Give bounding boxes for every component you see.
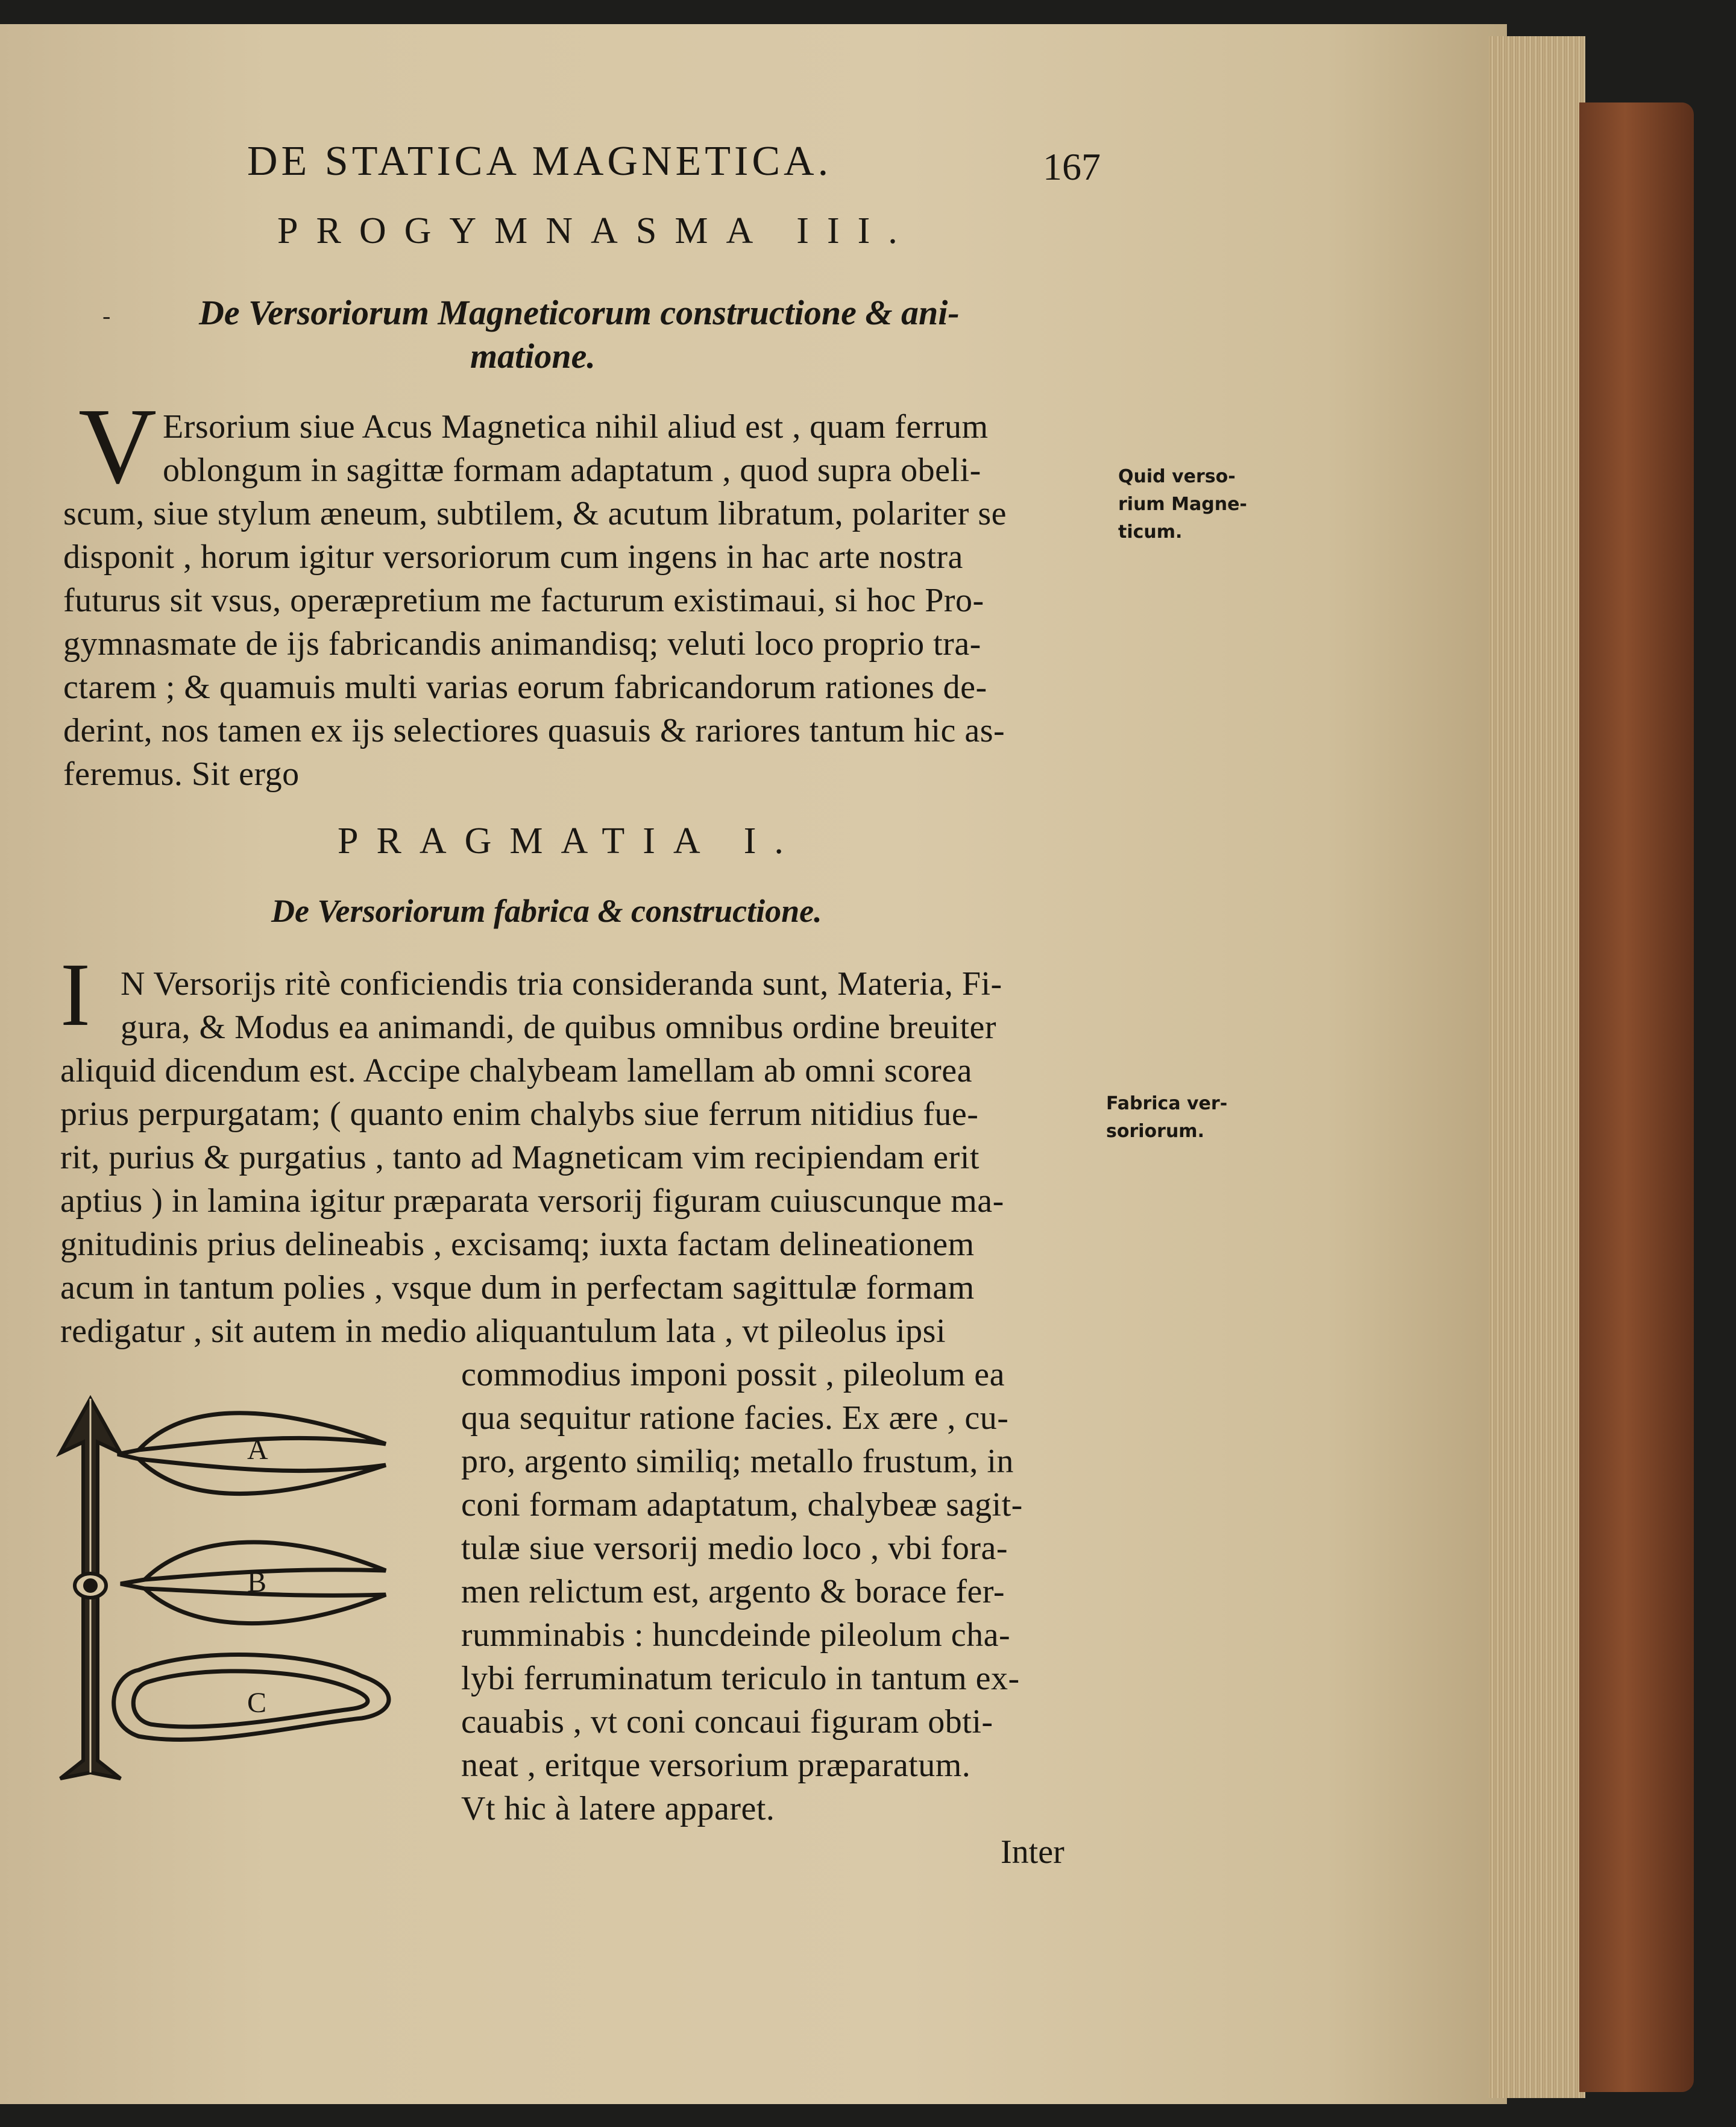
paragraph-line: rit, purius & purgatius , tanto ad Magneticam vim recipiendam erit bbox=[60, 1139, 980, 1176]
paragraph-line: acum in tantum polies , vsque dum in perfectam sagittulæ formam bbox=[60, 1269, 975, 1306]
margin-note-line: soriorum. bbox=[1106, 1121, 1204, 1142]
book-cover bbox=[1579, 102, 1694, 2092]
needle-arrow-figure bbox=[60, 1399, 121, 1779]
paragraph-line: scum, siue stylum æneum, subtilem, & acutum libratum, polariter se bbox=[63, 495, 1007, 532]
paragraph-line: aliquid dicendum est. Accipe chalybeam lamellam ab omni scorea bbox=[60, 1052, 972, 1089]
running-head: DE STATICA MAGNETICA. bbox=[247, 138, 832, 184]
margin-mark: - bbox=[102, 302, 111, 329]
paragraph-line: aptius ) in lamina igitur præparata versorij figuram cuiuscunque ma- bbox=[60, 1182, 1004, 1220]
catchword: Inter bbox=[1001, 1833, 1065, 1871]
paragraph-line: rumminabis : huncdeinde pileolum cha- bbox=[461, 1616, 1011, 1654]
paragraph-line: gymnasmate de ijs fabricandis animandisq; veluti loco proprio tra- bbox=[63, 625, 981, 663]
paragraph-line: derint, nos tamen ex ijs selectiores quasuis & rariores tantum hic as- bbox=[63, 712, 1005, 749]
paragraph-line: men relictum est, argento & borace fer- bbox=[461, 1573, 1005, 1610]
dropcap-i: I bbox=[60, 945, 90, 1045]
paragraph-line: tulæ siue versorij medio loco , vbi fora- bbox=[461, 1530, 1008, 1567]
pragmatia-subtitle: De Versoriorum fabrica & constructione. bbox=[271, 893, 822, 929]
paragraph-line: futurus sit vsus, operæpretium me facturum existimaui, si hoc Pro- bbox=[63, 582, 984, 619]
paragraph-line: lybi ferruminatum tericulo in tantum ex- bbox=[461, 1660, 1020, 1697]
progymnasma-subtitle-1: De Versoriorum Magneticorum constructione & ani- bbox=[199, 293, 960, 332]
paragraph-line: commodius imponi possit , pileolum ea bbox=[461, 1356, 1005, 1393]
margin-note-quid bbox=[1118, 463, 1247, 546]
paragraph-line: qua sequitur ratione facies. Ex ære , cu- bbox=[461, 1399, 1009, 1437]
paragraph-line: neat , eritque versorium præparatum. bbox=[461, 1747, 971, 1784]
margin-note-line: ticum. bbox=[1118, 522, 1183, 543]
margin-note-line: rium Magne- bbox=[1118, 494, 1247, 515]
paragraph-line: cauabis , vt coni concaui figuram obti- bbox=[461, 1703, 993, 1741]
paragraph-line: feremus. Sit ergo bbox=[63, 755, 300, 793]
progymnasma-subtitle-2: matione. bbox=[470, 336, 596, 376]
paragraph-line: Vt hic à latere apparet. bbox=[461, 1790, 775, 1827]
figure-label-a: A bbox=[247, 1434, 268, 1466]
margin-note-fabrica bbox=[1106, 1090, 1227, 1145]
page-fore-edge bbox=[1489, 36, 1585, 2098]
paragraph-line: ctarem ; & quamuis multi varias eorum fabricandorum rationes de- bbox=[63, 669, 987, 706]
versorium-woodcut-figure bbox=[48, 1387, 410, 1797]
figure-label-b: B bbox=[247, 1566, 267, 1598]
paragraph-line: redigatur , sit autem in medio aliquantulum lata , vt pileolus ipsi bbox=[60, 1312, 946, 1350]
paragraph-line: coni formam adaptatum, chalybeæ sagit- bbox=[461, 1486, 1023, 1524]
pragmatia-title: PRAGMATIA I. bbox=[338, 821, 802, 862]
paragraph-line: gura, & Modus ea animandi, de quibus omnibus ordine breuiter bbox=[121, 1009, 997, 1046]
dropcap-v: V bbox=[78, 386, 157, 506]
page-number: 167 bbox=[1043, 145, 1101, 188]
figure-label-c: C bbox=[247, 1687, 267, 1719]
paragraph-line: gnitudinis prius delineabis , excisamq; iuxta factam delineationem bbox=[60, 1226, 975, 1263]
paragraph-line: disponit , horum igitur versoriorum cum ingens in hac arte nostra bbox=[63, 538, 963, 576]
paragraph-line: oblongum in sagittæ formam adaptatum , quod supra obeli- bbox=[163, 452, 981, 489]
margin-note-line: Fabrica ver- bbox=[1106, 1093, 1228, 1114]
paragraph-line: Ersorium siue Acus Magnetica nihil aliud est , quam ferrum bbox=[163, 408, 989, 446]
paragraph-line: prius perpurgatam; ( quanto enim chalybs siue ferrum nitidius fue- bbox=[60, 1095, 979, 1133]
margin-note-line: Quid verso- bbox=[1118, 466, 1236, 487]
progymnasma-title: PROGYMNASMA III. bbox=[277, 210, 916, 251]
paragraph-line: pro, argento similiq; metallo frustum, in bbox=[461, 1443, 1014, 1480]
paragraph-line: N Versorijs ritè conficiendis tria consideranda sunt, Materia, Fi- bbox=[121, 965, 1002, 1003]
